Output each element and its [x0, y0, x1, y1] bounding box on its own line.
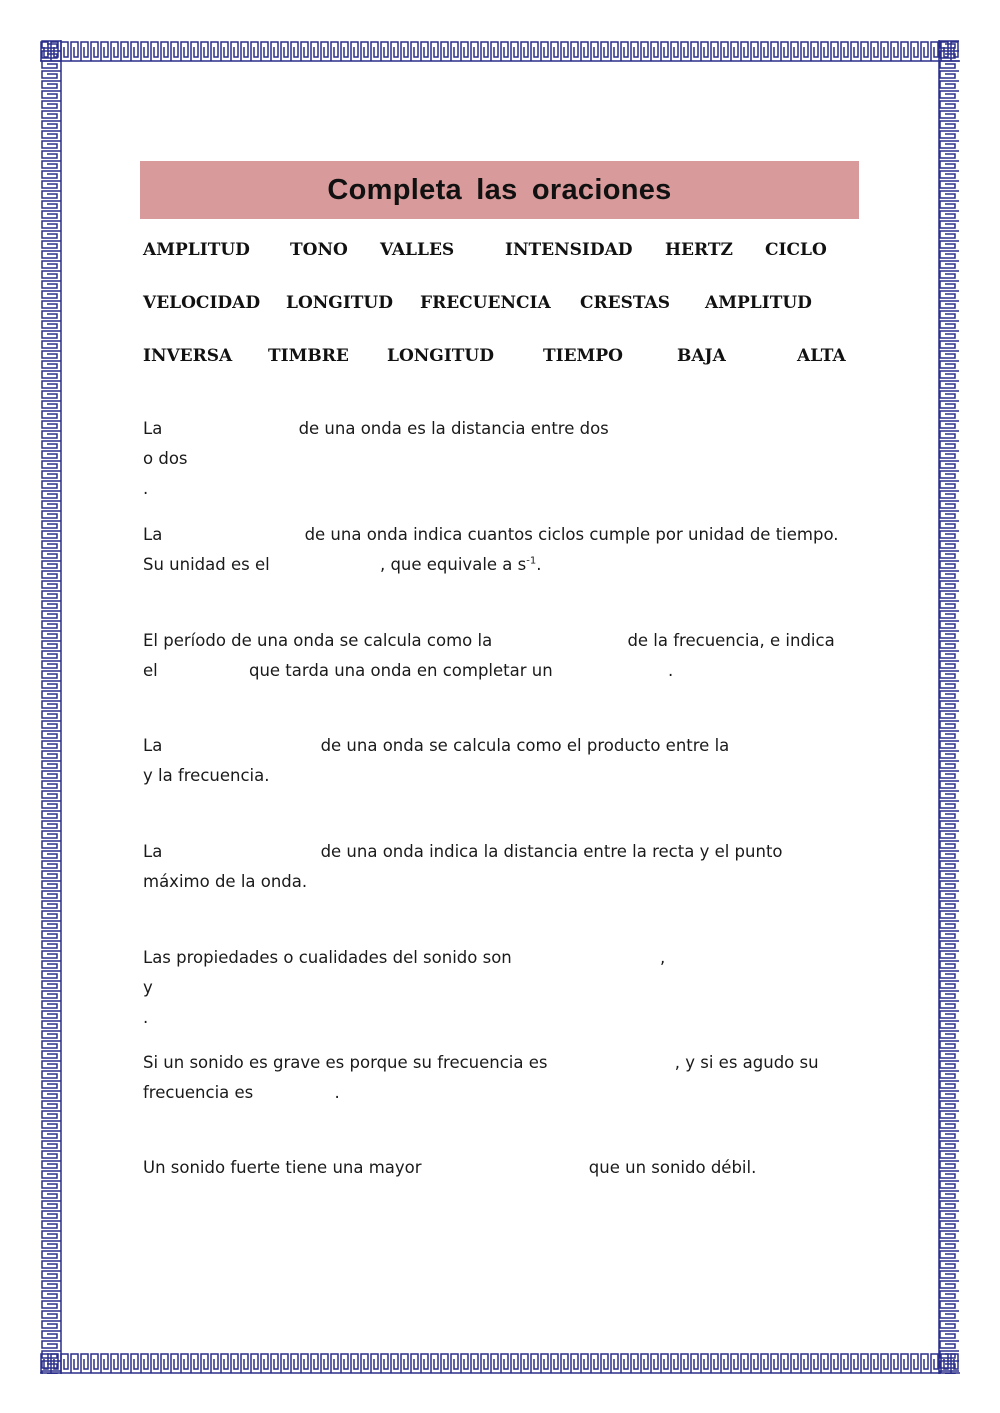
sentence-line [143, 761, 843, 791]
word-bank-item[interactable]: FRECUENCIA [420, 293, 551, 313]
sentence-text: y la frecuencia. [143, 766, 270, 785]
border-bottom [40, 1352, 960, 1374]
sentence-text: el [143, 661, 163, 680]
sentence-text: La [143, 525, 168, 544]
sentence-text: La [143, 736, 168, 755]
superscript: -1 [526, 555, 537, 567]
word-bank-item[interactable]: TIEMPO [543, 346, 623, 366]
sentence-text: de la frecuencia, e indica [627, 631, 835, 650]
sentence-text: Su unidad es el [143, 555, 275, 574]
sentence-text: . [536, 555, 542, 574]
sentence-text: de una onda se calcula como el producto entre la [320, 736, 735, 755]
sentence-5 [143, 837, 843, 897]
word-bank-item[interactable]: AMPLITUD [705, 293, 812, 313]
sentence-line [143, 550, 843, 580]
sentence-text: El período de una onda se calcula como la [143, 631, 498, 650]
word-bank-item[interactable]: HERTZ [665, 240, 733, 260]
word-bank-item[interactable]: AMPLITUD [143, 240, 250, 260]
sentence-line [143, 1003, 843, 1033]
sentence-text: Si un sonido es grave es porque su frecuencia es [143, 1053, 553, 1072]
sentence-line [143, 626, 843, 656]
sentence-text: máximo de la onda. [143, 872, 308, 891]
sentence-text: que tarda una onda en completar un [248, 661, 558, 680]
sentence-line [143, 943, 843, 1003]
sentence-text: . [143, 1008, 149, 1027]
sentence-line [143, 414, 843, 474]
sentence-1 [143, 414, 843, 504]
sentence-4 [143, 731, 843, 791]
sentence-text: frecuencia es [143, 1083, 259, 1102]
sentence-text: Un sonido fuerte tiene una mayor [143, 1158, 427, 1177]
sentence-text: que un sonido débil. [588, 1158, 757, 1177]
sentence-line [143, 1078, 843, 1108]
word-bank-item[interactable]: TONO [290, 240, 348, 260]
word-bank-item[interactable]: CRESTAS [580, 293, 671, 313]
sentence-3 [143, 626, 843, 686]
sentence-line [143, 1153, 843, 1183]
sentence-text: de una onda indica cuantos ciclos cumple por unidad de tiempo. [304, 525, 839, 544]
word-bank-item[interactable]: INVERSA [143, 346, 233, 366]
sentence-text: Las propiedades o cualidades del sonido son [143, 948, 517, 967]
word-bank-item[interactable]: LONGITUD [286, 293, 393, 313]
sentence-7 [143, 1048, 843, 1108]
border-left [40, 40, 62, 1374]
sentence-text: , que equivale a s [379, 555, 527, 574]
word-bank-item[interactable]: LONGITUD [387, 346, 494, 366]
sentence-text: La [143, 842, 168, 861]
sentence-line [143, 656, 843, 686]
sentence-text: La [143, 419, 168, 438]
sentence-line [143, 731, 843, 761]
sentence-2 [143, 520, 843, 580]
sentence-text: o dos [143, 449, 193, 468]
title-bar [140, 161, 859, 219]
sentence-line [143, 1048, 843, 1078]
sentence-text: , y si es agudo su [674, 1053, 819, 1072]
page-title: Completa las oraciones [327, 173, 672, 206]
sentence-text: de una onda es la distancia entre dos [298, 419, 615, 438]
sentence-line [143, 837, 843, 867]
sentence-line [143, 520, 843, 550]
sentence-line [143, 474, 843, 504]
word-bank-item[interactable]: ALTA [797, 346, 846, 366]
word-bank-item[interactable]: BAJA [677, 346, 726, 366]
border-right [938, 40, 960, 1374]
sentence-text: . [334, 1083, 340, 1102]
sentence-6 [143, 943, 843, 1033]
word-bank-item[interactable]: CICLO [765, 240, 827, 260]
sentence-text: . [143, 479, 149, 498]
word-bank-item[interactable]: VELOCIDAD [143, 293, 261, 313]
word-bank-item[interactable]: VALLES [380, 240, 455, 260]
sentence-text: , [660, 948, 671, 967]
border-top [40, 40, 960, 62]
sentence-line [143, 867, 843, 897]
sentence-8 [143, 1153, 843, 1183]
sentence-text: y [143, 978, 153, 997]
word-bank-item[interactable]: TIMBRE [268, 346, 349, 366]
sentence-text: de una onda indica la distancia entre la recta y el punto [320, 842, 783, 861]
sentence-text: . [667, 661, 674, 680]
word-bank-item[interactable]: INTENSIDAD [505, 240, 633, 260]
